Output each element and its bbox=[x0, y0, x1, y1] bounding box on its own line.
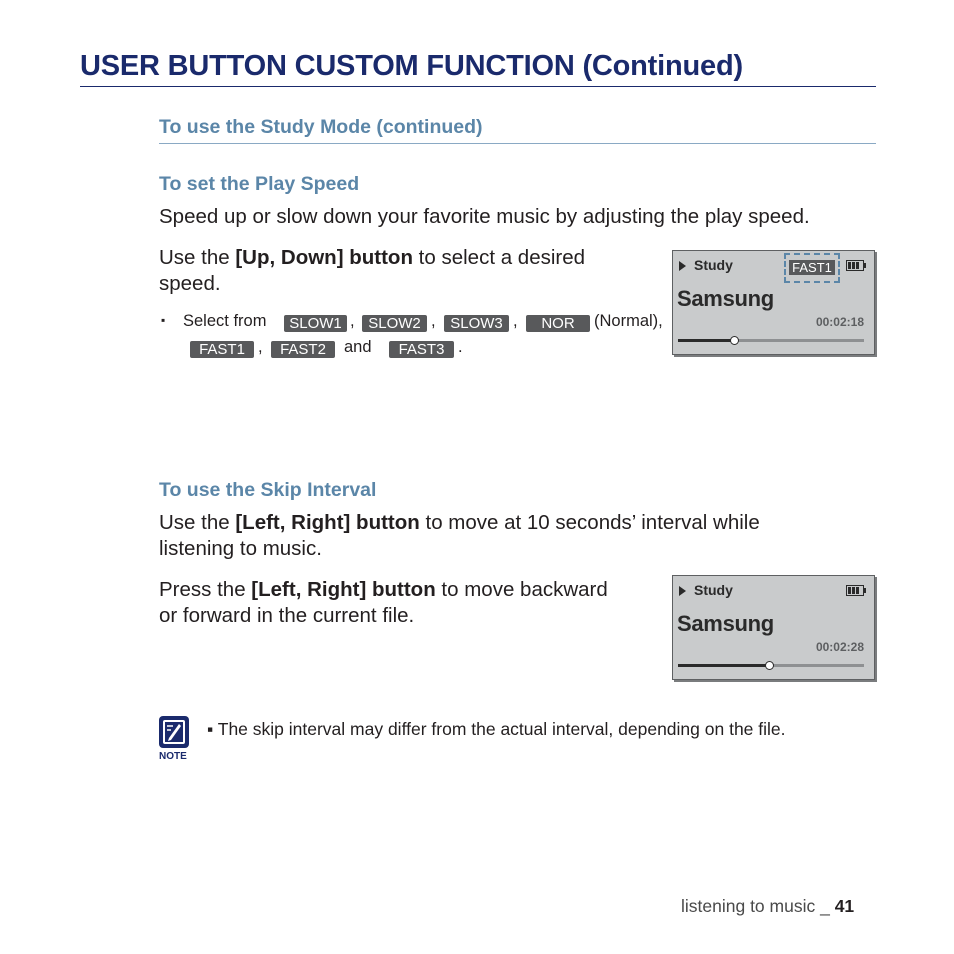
period: . bbox=[458, 338, 463, 356]
speed-chip-slow3: SLOW3 bbox=[444, 315, 509, 332]
separator-comma: , bbox=[431, 312, 436, 330]
battery-icon bbox=[846, 585, 864, 596]
page-title: USER BUTTON CUSTOM FUNCTION (Continued) bbox=[80, 50, 743, 82]
and-label: and bbox=[344, 338, 372, 356]
play-speed-instruction: Use the [Up, Down] button to select a desired speed. bbox=[159, 246, 586, 295]
select-from-label: Select from bbox=[183, 312, 267, 330]
note-text: ▪ The skip interval may differ from the actual interval, depending on the file. bbox=[207, 719, 786, 739]
skip-interval-para2: Press the [Left, Right] button to move backward or forward in the current file. bbox=[159, 578, 608, 627]
player-screen-skip-interval bbox=[672, 575, 875, 680]
play-speed-intro: Speed up or slow down your favorite music by adjusting the play speed. bbox=[159, 205, 810, 228]
elapsed-time: 00:02:28 bbox=[815, 640, 864, 654]
page-number: 41 bbox=[834, 896, 855, 916]
separator-comma: , bbox=[350, 312, 355, 330]
track-title: Samsung bbox=[677, 286, 774, 311]
progress-fill bbox=[678, 664, 769, 667]
progress-bar bbox=[678, 339, 864, 342]
progress-knob bbox=[765, 661, 774, 670]
footer-section: listening to music _ bbox=[681, 896, 835, 916]
title-divider bbox=[80, 86, 876, 87]
normal-label: (Normal), bbox=[594, 312, 663, 330]
progress-bar bbox=[678, 664, 864, 667]
mode-label: Study bbox=[694, 257, 733, 273]
play-icon bbox=[679, 261, 686, 271]
speed-chip-fast3: FAST3 bbox=[389, 341, 454, 358]
separator-comma: , bbox=[513, 312, 518, 330]
bullet-mark: ▪ bbox=[161, 313, 166, 327]
left-right-button-label: [Left, Right] button bbox=[235, 511, 420, 534]
section-divider bbox=[159, 143, 876, 144]
play-icon bbox=[679, 586, 686, 596]
speed-chip-fast1: FAST1 bbox=[190, 341, 254, 358]
progress-fill bbox=[678, 339, 734, 342]
battery-icon bbox=[846, 260, 864, 271]
speed-badge: FAST1 bbox=[789, 260, 835, 275]
section-title: To use the Study Mode (continued) bbox=[159, 116, 483, 138]
note-label: NOTE bbox=[159, 751, 187, 762]
play-speed-heading: To set the Play Speed bbox=[159, 173, 360, 195]
page-footer bbox=[681, 896, 854, 917]
speed-chip-nor: NOR bbox=[526, 315, 590, 332]
progress-knob bbox=[730, 336, 739, 345]
speed-chip-fast2: FAST2 bbox=[271, 341, 335, 358]
up-down-button-label: [Up, Down] button bbox=[235, 246, 413, 269]
elapsed-time: 00:02:18 bbox=[815, 315, 864, 329]
track-title: Samsung bbox=[677, 611, 774, 636]
skip-interval-heading: To use the Skip Interval bbox=[159, 479, 377, 501]
note-pencil-icon bbox=[159, 716, 189, 748]
skip-interval-para1: Use the [Left, Right] button to move at 10 seconds’ interval while listening to music. bbox=[159, 511, 760, 560]
left-right-button-label: [Left, Right] button bbox=[251, 578, 436, 601]
separator-comma: , bbox=[258, 338, 263, 356]
speed-highlight-box bbox=[784, 253, 840, 283]
speed-chip-slow2: SLOW2 bbox=[362, 315, 427, 332]
mode-label: Study bbox=[694, 582, 733, 598]
speed-chip-slow1: SLOW1 bbox=[284, 315, 347, 332]
player-screen-play-speed bbox=[672, 250, 875, 355]
